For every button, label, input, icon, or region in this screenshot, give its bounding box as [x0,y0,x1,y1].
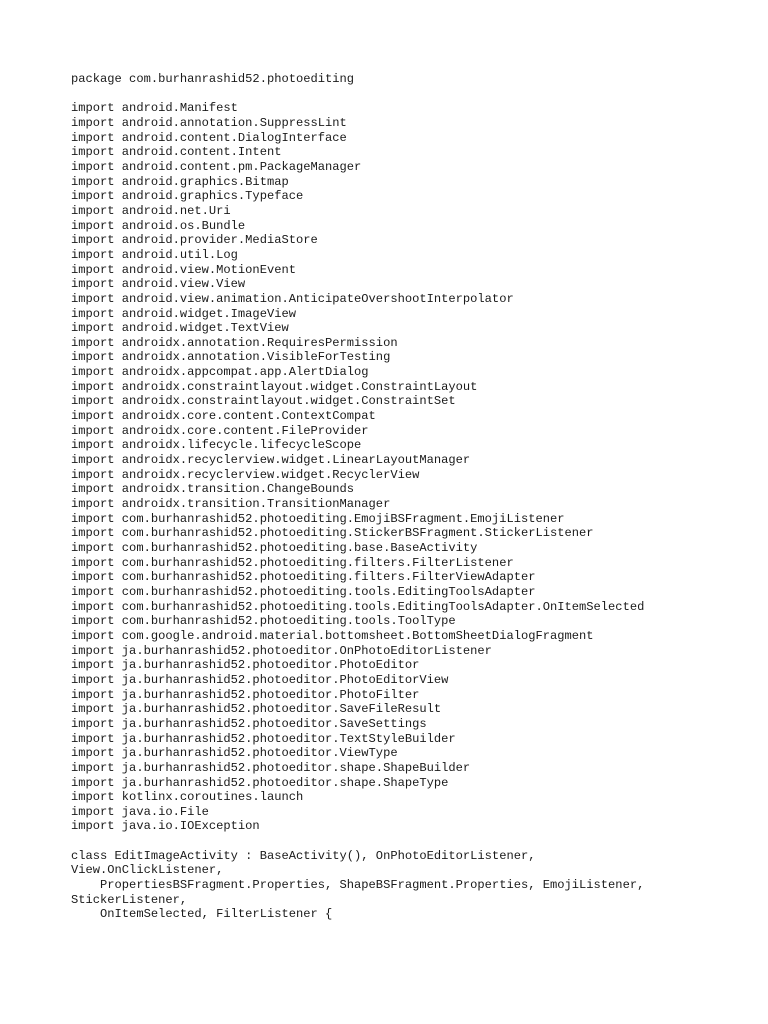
import-line: import android.content.pm.PackageManager [71,159,362,174]
import-line: import androidx.core.content.FileProvider [71,423,369,438]
import-line: import androidx.annotation.RequiresPermission [71,335,398,350]
import-line: import com.burhanrashid52.photoediting.StickerBSFragment.StickerListener [71,526,594,541]
import-line: import android.provider.MediaStore [71,233,318,248]
import-line: import kotlinx.coroutines.launch [71,790,304,805]
import-line: import ja.burhanrashid52.photoeditor.PhotoFilter [71,687,420,702]
import-line: import ja.burhanrashid52.photoeditor.shape.ShapeType [71,775,449,790]
class-declaration-line: PropertiesBSFragment.Properties, ShapeBSFragment.Properties, EmojiListener, [71,878,645,893]
import-line: import android.view.animation.AnticipateOvershootInterpolator [71,291,514,306]
import-line: import androidx.core.content.ContextCompat [71,409,376,424]
source-code [71,72,751,922]
import-line: import android.view.View [71,277,246,292]
import-line: import android.content.DialogInterface [71,130,347,145]
import-line: import android.view.MotionEvent [71,262,296,277]
class-declaration-line: OnItemSelected, FilterListener { [71,907,333,922]
import-line: import androidx.annotation.VisibleForTesting [71,350,391,365]
import-line: import android.graphics.Bitmap [71,174,289,189]
import-line: import android.util.Log [71,247,238,262]
class-declaration-line: StickerListener, [71,892,188,907]
blank-line [71,834,751,849]
import-line: import android.content.Intent [71,145,282,160]
import-line: import ja.burhanrashid52.photoeditor.shape.ShapeBuilder [71,760,471,775]
package-declaration: package com.burhanrashid52.photoediting [71,72,355,86]
import-line: import java.io.File [71,804,209,819]
import-list [71,101,751,834]
import-line: import java.io.IOException [71,819,260,834]
import-line: import ja.burhanrashid52.photoeditor.SaveSettings [71,716,427,731]
class-declaration-line: View.OnClickListener, [71,863,224,878]
import-line: import androidx.transition.ChangeBounds [71,482,355,497]
import-line: import ja.burhanrashid52.photoeditor.ViewType [71,746,398,761]
import-line: import android.graphics.Typeface [71,189,304,204]
import-line: import ja.burhanrashid52.photoeditor.SaveFileResult [71,702,442,717]
import-line: import ja.burhanrashid52.photoeditor.OnPhotoEditorListener [71,643,492,658]
import-line: import com.burhanrashid52.photoediting.filters.FilterViewAdapter [71,570,536,585]
import-line: import android.widget.ImageView [71,306,296,321]
import-line: import com.google.android.material.bottomsheet.BottomSheetDialogFragment [71,628,594,643]
import-line: import androidx.constraintlayout.widget.ConstraintSet [71,394,456,409]
import-line: import com.burhanrashid52.photoediting.tools.EditingToolsAdapter.OnItemSelected [71,599,645,614]
import-line: import android.os.Bundle [71,218,246,233]
import-line: import com.burhanrashid52.photoediting.tools.ToolType [71,614,456,629]
import-line: import android.net.Uri [71,203,231,218]
blank-line [71,87,751,102]
import-line: import com.burhanrashid52.photoediting.base.BaseActivity [71,541,478,555]
import-line: import ja.burhanrashid52.photoeditor.PhotoEditor [71,658,420,673]
import-line: import com.burhanrashid52.photoediting.tools.EditingToolsAdapter [71,584,536,599]
import-line: import androidx.recyclerview.widget.RecyclerView [71,467,420,482]
import-line: import androidx.lifecycle.lifecycleScope [71,438,362,453]
import-line: import ja.burhanrashid52.photoeditor.TextStyleBuilder [71,731,456,746]
import-line: import ja.burhanrashid52.photoeditor.PhotoEditorView [71,672,449,687]
import-line: import androidx.appcompat.app.AlertDialog [71,365,369,380]
import-line: import androidx.transition.TransitionManager [71,497,391,512]
import-line: import androidx.constraintlayout.widget.ConstraintLayout [71,379,478,394]
import-line: import android.Manifest [71,101,238,116]
import-line: import android.annotation.SuppressLint [71,115,347,130]
import-line: import androidx.recyclerview.widget.LinearLayoutManager [71,453,471,468]
import-line: import com.burhanrashid52.photoediting.EmojiBSFragment.EmojiListener [71,511,565,526]
import-line: import android.widget.TextView [71,321,289,336]
class-declaration-line: class EditImageActivity : BaseActivity(), OnPhotoEditorListener, [71,848,536,863]
import-line: import com.burhanrashid52.photoediting.filters.FilterListener [71,555,514,570]
class-declaration [71,849,751,922]
